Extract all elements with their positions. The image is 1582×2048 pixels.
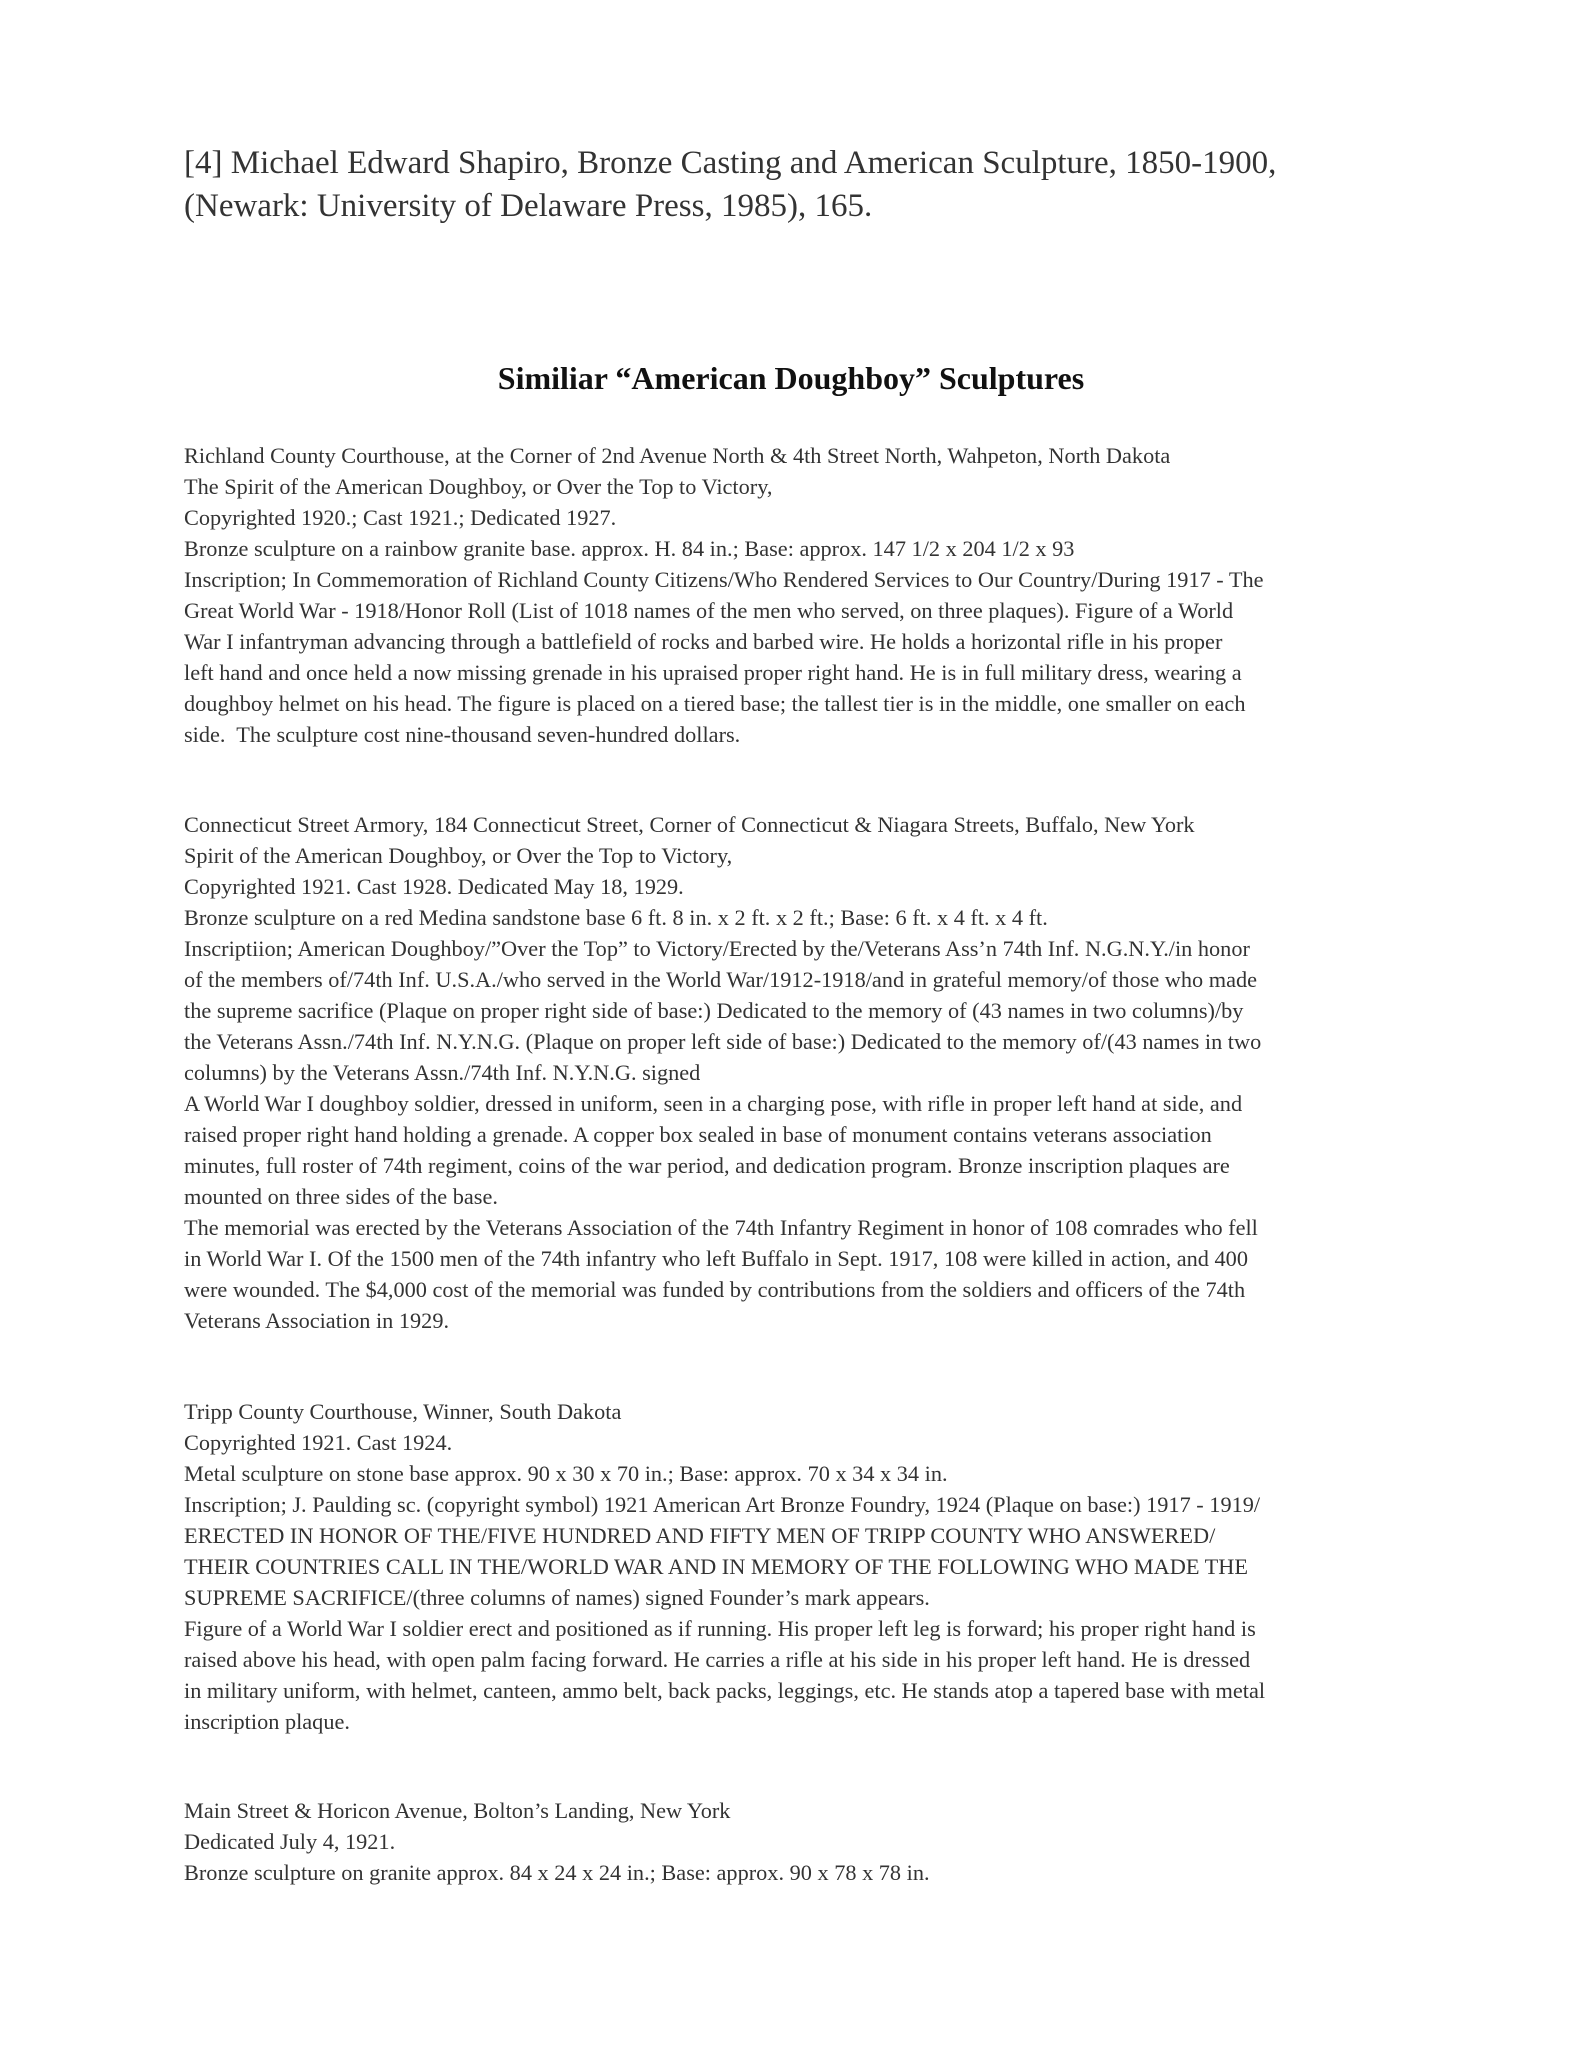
- entry-line: inscription plaque.: [184, 1709, 350, 1734]
- entry-line: Richland County Courthouse, at the Corner of 2nd Avenue North & 4th Street North, Wahpeton, North Dakota: [184, 443, 1171, 468]
- entry-line: the supreme sacrifice (Plaque on proper right side of base:) Dedicated to the memory of (43 names in two columns)/by: [184, 998, 1244, 1023]
- footnote-citation: [184, 142, 1424, 228]
- entry-line: in military uniform, with helmet, canteen, ammo belt, back packs, leggings, etc. He stands atop a tapered base with metal: [184, 1678, 1266, 1703]
- entry-line: The Spirit of the American Doughboy, or Over the Top to Victory,: [184, 474, 773, 499]
- entry-line: Main Street & Horicon Avenue, Bolton’s Landing, New York: [184, 1798, 731, 1823]
- entry-line: Connecticut Street Armory, 184 Connecticut Street, Corner of Connecticut & Niagara Streets, Buffalo, New York: [184, 812, 1195, 837]
- entry-line: raised proper right hand holding a grenade. A copper box sealed in base of monument contains veterans association: [184, 1122, 1212, 1147]
- entry-line: Inscription; In Commemoration of Richland County Citizens/Who Rendered Services to Our Country/During 1917 - The: [184, 567, 1264, 592]
- entry-line: The memorial was erected by the Veterans Association of the 74th Infantry Regiment in honor of 108 comrades who fell: [184, 1215, 1258, 1240]
- entry-line: the Veterans Assn./74th Inf. N.Y.N.G. (Plaque on proper left side of base:) Dedicated to the memory of/(43 names in two: [184, 1029, 1262, 1054]
- entry-line: Bronze sculpture on granite approx. 84 x 24 x 24 in.; Base: approx. 90 x 78 x 78 in.: [184, 1860, 930, 1885]
- entry-line: minutes, full roster of 74th regiment, coins of the war period, and dedication program. Bronze inscription plaques are: [184, 1153, 1230, 1178]
- entry-line: Copyrighted 1921. Cast 1928. Dedicated May 18, 1929.: [184, 874, 684, 899]
- entry-line: War I infantryman advancing through a battlefield of rocks and barbed wire. He holds a horizontal rifle in his proper: [184, 629, 1223, 654]
- entry-line: of the members of/74th Inf. U.S.A./who served in the World War/1912-1918/and in grateful memory/of those who made: [184, 967, 1258, 992]
- entry-line: were wounded. The $4,000 cost of the memorial was funded by contributions from the soldiers and officers of the 74th: [184, 1277, 1246, 1302]
- section-heading: Similiar “American Doughboy” Sculptures: [497, 360, 1085, 396]
- entry-line: Dedicated July 4, 1921.: [184, 1829, 396, 1854]
- footnote-line: (Newark: University of Delaware Press, 1985), 165.: [184, 188, 873, 224]
- entry-line: A World War I doughboy soldier, dressed in uniform, seen in a charging pose, with rifle in proper left hand at side, and: [184, 1091, 1243, 1116]
- entry-line: raised above his head, with open palm facing forward. He carries a rifle at his side in his proper left hand. He is dressed: [184, 1647, 1251, 1672]
- entry-line: Spirit of the American Doughboy, or Over the Top to Victory,: [184, 843, 733, 868]
- entry-line: Copyrighted 1920.; Cast 1921.; Dedicated 1927.: [184, 505, 617, 530]
- entry-line: Bronze sculpture on a rainbow granite base. approx. H. 84 in.; Base: approx. 147 1/2 x 204 1/2 x 93: [184, 536, 1075, 561]
- sculpture-entry-buffalo: [184, 809, 1446, 1336]
- entry-line: Veterans Association in 1929.: [184, 1308, 450, 1333]
- entry-line: Figure of a World War I soldier erect and positioned as if running. His proper left leg is forward; his proper right hand is: [184, 1616, 1256, 1641]
- entry-line: THEIR COUNTRIES CALL IN THE/WORLD WAR AND IN MEMORY OF THE FOLLOWING WHO MADE THE: [184, 1554, 1249, 1579]
- entry-line: Copyrighted 1921. Cast 1924.: [184, 1430, 453, 1455]
- entry-line: Inscription; J. Paulding sc. (copyright symbol) 1921 American Art Bronze Foundry, 1924 (Plaque on base:) 1917 - 1919/: [184, 1492, 1261, 1517]
- sculpture-entry-tripp: [184, 1396, 1446, 1737]
- sculpture-entry-boltons-landing: [184, 1795, 1446, 1888]
- entry-line: Great World War - 1918/Honor Roll (List of 1018 names of the men who served, on three plaques). Figure of a World: [184, 598, 1234, 623]
- entry-line: side. The sculpture cost nine-thousand seven-hundred dollars.: [184, 722, 741, 747]
- entry-line: mounted on three sides of the base.: [184, 1184, 498, 1209]
- entry-line: left hand and once held a now missing grenade in his upraised proper right hand. He is in full military dress, wearing a: [184, 660, 1242, 685]
- sculpture-entry-richland: [184, 440, 1446, 750]
- footnote-line: [4] Michael Edward Shapiro, Bronze Casting and American Sculpture, 1850-1900,: [184, 145, 1277, 181]
- entry-line: Bronze sculpture on a red Medina sandstone base 6 ft. 8 in. x 2 ft. x 2 ft.; Base: 6 ft. x 4 ft. x 4 ft.: [184, 905, 1048, 930]
- entry-line: in World War I. Of the 1500 men of the 74th infantry who left Buffalo in Sept. 1917, 108 were killed in action, and 400: [184, 1246, 1248, 1271]
- entry-line: SUPREME SACRIFICE/(three columns of names) signed Founder’s mark appears.: [184, 1585, 930, 1610]
- entry-line: ERECTED IN HONOR OF THE/FIVE HUNDRED AND FIFTY MEN OF TRIPP COUNTY WHO ANSWERED/: [184, 1523, 1216, 1548]
- entry-line: doughboy helmet on his head. The figure is placed on a tiered base; the tallest tier is in the middle, one smaller on each: [184, 691, 1246, 716]
- entry-line: columns) by the Veterans Assn./74th Inf. N.Y.N.G. signed: [184, 1060, 701, 1085]
- entry-line: Tripp County Courthouse, Winner, South Dakota: [184, 1399, 622, 1424]
- entry-line: Metal sculpture on stone base approx. 90 x 30 x 70 in.; Base: approx. 70 x 34 x 34 in.: [184, 1461, 948, 1486]
- entry-line: Inscriptiion; American Doughboy/”Over the Top” to Victory/Erected by the/Veterans Ass’n 74th Inf. N.G.N.Y./in honor: [184, 936, 1250, 961]
